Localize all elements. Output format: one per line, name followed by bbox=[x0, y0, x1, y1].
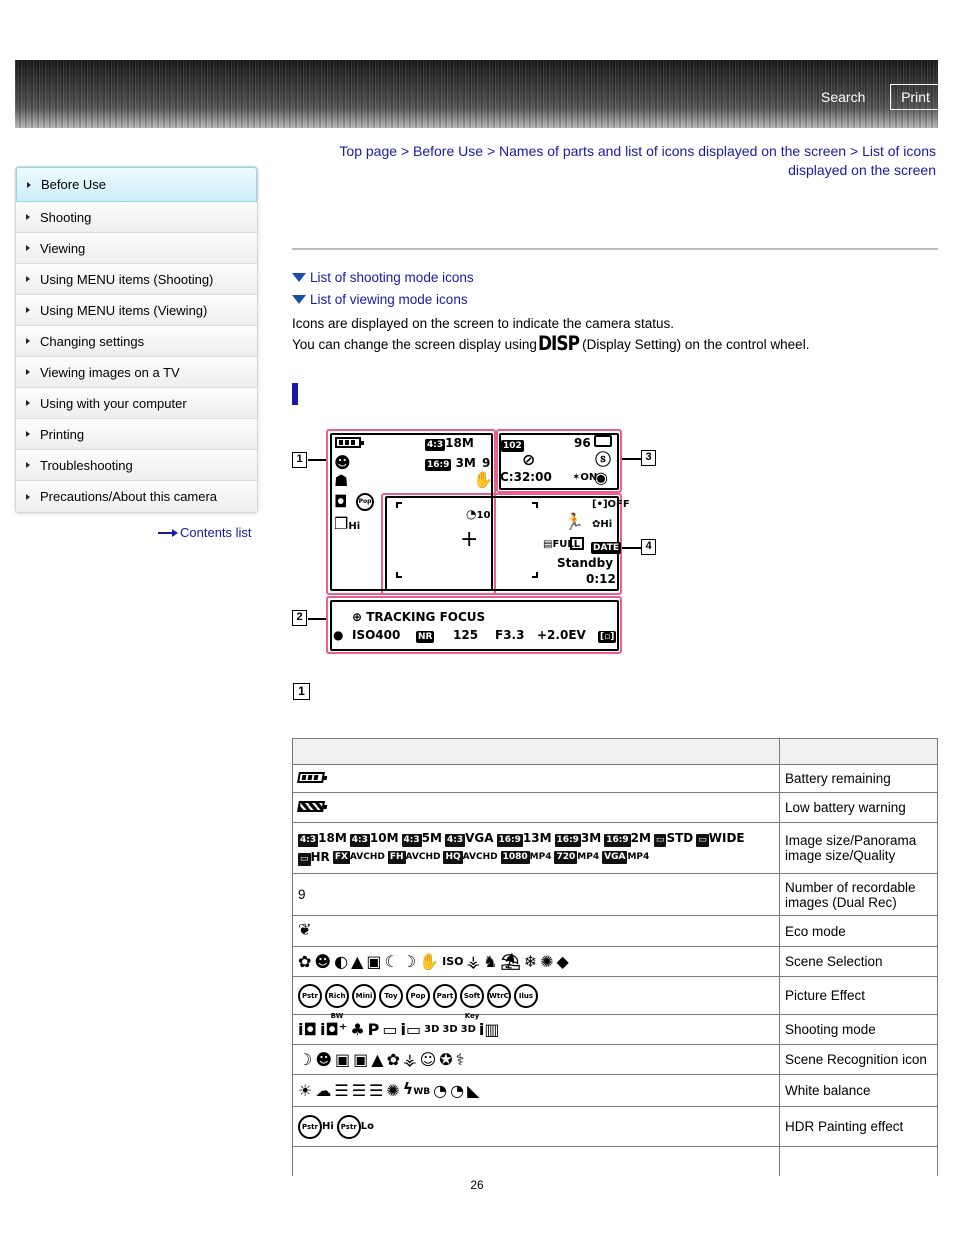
elapsed-time: 0:12 bbox=[586, 572, 616, 586]
table-cell-icon bbox=[293, 1015, 780, 1045]
triangle-right-icon bbox=[26, 338, 30, 344]
contents-list-link[interactable] bbox=[158, 525, 252, 540]
hdr-level-text: Hi bbox=[322, 1120, 334, 1132]
table-cell-icon bbox=[293, 765, 780, 793]
aspect-icon: 16:9 bbox=[556, 834, 579, 845]
effect-illustration-icon: Ilus bbox=[514, 984, 538, 1008]
effect-watercolor-icon: WtrC bbox=[487, 984, 511, 1008]
section-number: 1 bbox=[293, 683, 310, 700]
recog-night-portrait-icon: ☻ bbox=[315, 1049, 333, 1069]
callout-leader bbox=[308, 618, 328, 620]
sidebar-item-menu-shooting[interactable] bbox=[16, 264, 257, 295]
aspect-icon: 4:3 bbox=[351, 834, 368, 845]
iso-value: ISO400 bbox=[352, 628, 401, 642]
table-cell-desc: Battery remaining bbox=[780, 765, 938, 793]
image-size-text: 18M bbox=[445, 436, 474, 450]
aspect-icon: 16:9 bbox=[606, 834, 629, 845]
hdr-lo-icon bbox=[337, 1115, 374, 1139]
effect-toy-camera-icon: Toy bbox=[379, 984, 403, 1008]
divider bbox=[292, 248, 938, 250]
tracking-text: TRACKING FOCUS bbox=[366, 610, 486, 624]
callout-leader bbox=[620, 458, 641, 460]
table-row bbox=[293, 1015, 938, 1045]
wb-fluorescent-3-icon: ☰ bbox=[369, 1080, 384, 1100]
wb-fluorescent-1-icon: ☰ bbox=[334, 1080, 349, 1100]
recording-time: C:32:00 bbox=[500, 470, 552, 484]
recordable-count: 9 bbox=[482, 456, 491, 470]
callout-leader bbox=[620, 547, 641, 549]
panorama-icon: ▭ bbox=[698, 834, 707, 845]
folder-indicator bbox=[501, 437, 524, 452]
scene-selection-icons bbox=[298, 953, 774, 971]
metering-icon: ◘ bbox=[334, 492, 348, 511]
af-mode-icon bbox=[570, 537, 584, 550]
table-cell-icon bbox=[293, 1075, 780, 1107]
effect-partial-color-icon: Part bbox=[433, 984, 457, 1008]
hdr-circle-icon: Pstr bbox=[337, 1115, 361, 1139]
icon-table bbox=[292, 738, 938, 1187]
format-text: AVCHD bbox=[462, 852, 498, 862]
table-row bbox=[293, 823, 938, 874]
table-row bbox=[293, 977, 938, 1015]
table-header-row bbox=[293, 739, 938, 765]
triangle-right-icon bbox=[26, 400, 30, 406]
low-battery-icon bbox=[297, 801, 325, 812]
scene-backlight-icon: ◐ bbox=[334, 951, 349, 971]
remaining-count: 96 bbox=[574, 436, 591, 450]
scene-recognition-icons bbox=[298, 1051, 774, 1069]
crosshair-icon: + bbox=[460, 527, 479, 552]
wb-flash-icon: ϟWB bbox=[402, 1079, 431, 1098]
table-row bbox=[293, 1107, 938, 1147]
table-header-meaning bbox=[780, 739, 938, 765]
anchor-label: List of viewing mode icons bbox=[310, 292, 468, 307]
self-timer-icon: ◔10 bbox=[466, 507, 491, 521]
triangle-right-icon bbox=[26, 462, 30, 468]
page-number: 26 bbox=[470, 1178, 484, 1192]
flash-off-icon: ⓢ bbox=[595, 450, 612, 469]
callout-4: 4 bbox=[641, 539, 656, 555]
folder-icon: 102 bbox=[503, 441, 522, 451]
on-text: ON bbox=[580, 472, 598, 483]
wb-underwater-icon: ◣ bbox=[467, 1080, 480, 1100]
white-balance-icons bbox=[298, 1080, 774, 1101]
af-frame-corner bbox=[396, 502, 402, 508]
table-row bbox=[293, 916, 938, 947]
arrow-right-icon bbox=[158, 529, 178, 537]
recog-night-icon: ☽ bbox=[298, 1049, 313, 1069]
triangle-down-icon bbox=[292, 273, 306, 282]
table-cell-desc: Scene Recognition icon bbox=[780, 1045, 938, 1075]
memory-card-icon bbox=[594, 435, 612, 447]
af-frame-corner bbox=[396, 572, 402, 578]
breadcrumb-separator: > bbox=[400, 143, 410, 159]
panorama-icon: ▭ bbox=[300, 853, 309, 864]
image-size-icons bbox=[298, 831, 774, 866]
mode-superior-auto-icon: i◘⁺ bbox=[319, 1019, 348, 1039]
breadcrumb-separator: > bbox=[849, 143, 859, 159]
hdr-circle-icon: Pstr bbox=[298, 1115, 322, 1139]
dro-full-icon: ▤FULL bbox=[543, 539, 581, 550]
hi-text: Hi bbox=[600, 519, 613, 530]
table-cell-icon bbox=[293, 916, 780, 947]
steadyshot-icon: ✋ bbox=[473, 470, 493, 489]
sidebar-item-label: Viewing bbox=[40, 240, 86, 256]
table-header-icon bbox=[293, 739, 780, 765]
table-row bbox=[293, 765, 938, 793]
nr-text: NR bbox=[418, 632, 433, 642]
quality-icon: FH bbox=[389, 852, 404, 862]
format-text: MP4 bbox=[577, 852, 600, 862]
table-cell-desc: Eco mode bbox=[780, 916, 938, 947]
intro-text: (Display Setting) on the control wheel. bbox=[582, 337, 810, 352]
mode-program-icon: P bbox=[367, 1019, 380, 1039]
format-text: AVCHD bbox=[349, 852, 385, 862]
scene-beach-icon: ⛱ bbox=[500, 951, 521, 971]
table-cell-desc: HDR Painting effect bbox=[780, 1107, 938, 1147]
table-cell-icon bbox=[293, 823, 780, 874]
anchor-shooting-icons[interactable] bbox=[292, 270, 474, 285]
scene-soft-skin-icon: ✿ bbox=[298, 951, 312, 971]
breadcrumb bbox=[300, 142, 936, 180]
section-heading-bar bbox=[292, 383, 298, 405]
wb-custom-1-icon: ◔ bbox=[433, 1080, 448, 1100]
effect-pop-color-icon: Pop bbox=[406, 984, 430, 1008]
dual-rec-size-indicator bbox=[425, 456, 476, 471]
table-cell-desc: Picture Effect bbox=[780, 977, 938, 1015]
mode-intelligent-auto-icon: i◘ bbox=[298, 1019, 317, 1039]
scene-snow-icon: ❄ bbox=[523, 951, 538, 971]
aspect-icon: 16:9 bbox=[498, 834, 521, 845]
size-text: 5M bbox=[421, 830, 442, 845]
wb-text: WB bbox=[413, 1087, 431, 1097]
sidebar-item-label: Changing settings bbox=[40, 333, 145, 349]
triangle-right-icon bbox=[26, 431, 30, 437]
face-detection-on-icon: ✶ON bbox=[572, 472, 598, 483]
site-header bbox=[15, 60, 938, 128]
quality-icon: 1080 bbox=[502, 852, 528, 862]
table-cell-icon bbox=[293, 1107, 780, 1147]
scene-twilight-icon: ▣ bbox=[366, 951, 382, 971]
af-frame-corner bbox=[532, 572, 538, 578]
quality-icon: FX bbox=[334, 852, 348, 862]
date-stamp-icon bbox=[591, 539, 621, 554]
sidebar-item-label: Viewing images on a TV bbox=[40, 364, 180, 380]
table-cell-desc: White balance bbox=[780, 1075, 938, 1107]
sidebar-item-precautions[interactable] bbox=[16, 481, 257, 512]
recog-backlight-icon: ▣ bbox=[335, 1049, 351, 1069]
aspect-169-icon: 16:9 bbox=[427, 460, 450, 470]
scene-handheld-icon: ✋ bbox=[419, 951, 440, 971]
triangle-right-icon bbox=[26, 245, 30, 251]
aspect-icon: 4:3 bbox=[300, 834, 317, 845]
metering-mode-icon: [▫] bbox=[600, 632, 615, 642]
sidebar-item-label: Shooting bbox=[40, 209, 92, 225]
off-text: OFF bbox=[607, 499, 630, 510]
format-text: MP4 bbox=[627, 852, 650, 862]
anchor-label: List of shooting mode icons bbox=[310, 270, 474, 285]
recog-landscape-icon: ▲ bbox=[371, 1049, 384, 1069]
mode-panorama-icon: i▭ bbox=[400, 1019, 422, 1039]
breadcrumb-list-of-icons[interactable]: List of icons displayed on the screen bbox=[788, 143, 936, 178]
sidebar-item-label: Using with your computer bbox=[40, 395, 187, 411]
size-text: 10M bbox=[369, 830, 399, 845]
callout-2: 2 bbox=[292, 610, 307, 626]
callout-1: 1 bbox=[292, 452, 307, 468]
effect-soft-high-key-icon: Soft Key bbox=[460, 984, 484, 1008]
effect-rich-bw-icon: Rich BW bbox=[325, 984, 349, 1008]
contents-list-label: Contents list bbox=[180, 525, 252, 540]
table-row bbox=[293, 947, 938, 977]
mode-bg-defocus-icon: ♣ bbox=[350, 1019, 365, 1039]
sidebar-item-shooting[interactable] bbox=[16, 202, 257, 233]
wb-cloudy-icon: ☁ bbox=[315, 1080, 332, 1100]
size-text: 18M bbox=[318, 830, 347, 845]
scene-underwater-icon: ◆ bbox=[556, 951, 569, 971]
sidebar-item-viewing-tv[interactable] bbox=[16, 357, 257, 388]
wb-fluorescent-2-icon: ☰ bbox=[351, 1080, 367, 1100]
scene-high-sensitivity-icon: ISO bbox=[442, 954, 464, 968]
triangle-right-icon bbox=[26, 276, 30, 282]
sidebar-item-computer[interactable] bbox=[16, 388, 257, 419]
sidebar-item-label: Using MENU items (Shooting) bbox=[40, 271, 214, 287]
aspect-icon: 4:3 bbox=[403, 834, 420, 845]
screen-icon-diagram bbox=[290, 427, 660, 659]
triangle-right-icon bbox=[26, 307, 30, 313]
search-link[interactable]: Search bbox=[821, 89, 866, 105]
hi-text: Hi bbox=[348, 521, 361, 532]
recog-gourmet-icon: ⚶ bbox=[403, 1049, 417, 1069]
sidebar-item-changing-settings[interactable] bbox=[16, 326, 257, 357]
aspect-43-icon: 4:3 bbox=[427, 440, 444, 450]
battery-icon bbox=[335, 437, 361, 451]
scene-pet-icon: ♞ bbox=[483, 951, 498, 971]
table-cell-desc: Image size/Panorama image size/Quality bbox=[780, 823, 938, 874]
intro-line-2 bbox=[292, 334, 809, 354]
no-record-icon: ⊘ bbox=[522, 450, 536, 469]
mode-3d-icon: 3D bbox=[424, 1023, 440, 1035]
aspect-icon: 4:3 bbox=[446, 834, 464, 845]
disp-icon: DISP bbox=[537, 332, 580, 356]
table-row bbox=[293, 793, 938, 823]
table-cell-icon bbox=[293, 1045, 780, 1075]
sidebar-nav bbox=[15, 166, 258, 513]
picture-effect-pop-icon: Pop bbox=[356, 493, 374, 511]
callout-3: 3 bbox=[641, 450, 656, 466]
table-row bbox=[293, 874, 938, 916]
battery-icon bbox=[297, 772, 325, 783]
picture-effect-icons bbox=[298, 984, 774, 1020]
mode-movie-frame-icon: i▥ bbox=[478, 1019, 500, 1039]
size-text: STD bbox=[666, 830, 694, 845]
quality-icon: VGA bbox=[604, 852, 626, 862]
table-cell-desc: Shooting mode bbox=[780, 1015, 938, 1045]
quality-icon: HQ bbox=[445, 852, 461, 862]
triangle-down-icon bbox=[292, 295, 306, 304]
recog-motion-icon: ⚕ bbox=[455, 1049, 465, 1069]
table-cell-icon bbox=[293, 977, 780, 1020]
hdr-level-text: Lo bbox=[360, 1120, 375, 1132]
table-cell-desc: Low battery warning bbox=[780, 793, 938, 823]
smile-shutter-off-icon: [•]OFF bbox=[592, 499, 630, 510]
eco-icon: ❦ bbox=[298, 922, 312, 939]
aperture-value: F3.3 bbox=[495, 628, 525, 642]
landscape-icon: ☗ bbox=[334, 471, 349, 490]
nr-indicator bbox=[416, 628, 434, 643]
hdr-hi-icon bbox=[298, 1115, 334, 1139]
size-text: WIDE bbox=[708, 830, 745, 845]
sidebar-item-label: Using MENU items (Viewing) bbox=[40, 302, 208, 318]
shooting-mode-icons bbox=[298, 1021, 774, 1039]
callout-leader bbox=[308, 459, 328, 461]
intro-line-1: Icons are displayed on the screen to indicate the camera status. bbox=[292, 316, 674, 331]
table-row bbox=[293, 1045, 938, 1075]
screen-bottom-outline bbox=[330, 600, 619, 651]
format-text: MP4 bbox=[529, 852, 552, 862]
size-text: 2M bbox=[630, 830, 651, 845]
table-row bbox=[293, 1075, 938, 1107]
effect-posterization-icon: Pstr bbox=[298, 984, 322, 1008]
scene-landscape-icon: ▲ bbox=[351, 951, 364, 971]
hi-sensitivity-icon: ✿Hi bbox=[592, 519, 613, 530]
anchor-viewing-icons[interactable] bbox=[292, 292, 468, 307]
full-text: FULL bbox=[552, 539, 581, 550]
mode-3d-icon: 3D bbox=[442, 1023, 458, 1035]
sidebar-item-label: Troubleshooting bbox=[40, 457, 133, 473]
size-text: 3M bbox=[580, 830, 602, 845]
sidebar-item-label: Precautions/About this camera bbox=[40, 489, 218, 504]
table-cell-desc: Number of recordable images (Dual Rec) bbox=[780, 874, 938, 916]
breadcrumb-before-use[interactable]: Before Use bbox=[413, 143, 484, 159]
intro-text: You can change the screen display using bbox=[292, 337, 537, 352]
motion-icon: 🏃 bbox=[564, 512, 584, 531]
wb-incandescent-icon: ✺ bbox=[386, 1080, 400, 1100]
sidebar-item-troubleshooting[interactable] bbox=[16, 450, 257, 481]
tracking-focus-indicator: ⊕ TRACKING FOCUS bbox=[352, 610, 486, 624]
breadcrumb-separator: > bbox=[486, 143, 496, 159]
size-text: HR bbox=[310, 849, 330, 864]
table-cell-icon bbox=[293, 793, 780, 823]
size-3m-text: 3M bbox=[455, 456, 476, 470]
size-text: VGA bbox=[465, 830, 494, 845]
sidebar-item-menu-viewing[interactable] bbox=[16, 295, 257, 326]
recog-baby-icon: ☺ bbox=[419, 1049, 437, 1069]
effect-miniature-icon: Mini bbox=[352, 984, 376, 1008]
shutter-speed: 125 bbox=[453, 628, 479, 642]
breadcrumb-top[interactable]: Top page bbox=[339, 143, 398, 159]
panorama-icon: ▭ bbox=[655, 834, 665, 845]
sidebar-item-printing[interactable] bbox=[16, 419, 257, 450]
wb-daylight-icon: ☀ bbox=[298, 1080, 313, 1100]
triangle-right-icon bbox=[27, 182, 31, 188]
recog-portrait-icon: ✪ bbox=[439, 1049, 453, 1069]
sidebar-item-label: Before Use bbox=[41, 177, 107, 192]
self-timer-text: 10 bbox=[476, 510, 491, 521]
table-cell-desc: Scene Selection bbox=[780, 947, 938, 977]
image-size-indicator bbox=[425, 436, 474, 451]
sidebar-item-label: Printing bbox=[40, 426, 85, 442]
eye-icon: ◉ bbox=[594, 468, 608, 487]
standby-text: Standby bbox=[557, 556, 614, 570]
table-cell-icon: 9 bbox=[293, 874, 780, 916]
triangle-right-icon bbox=[26, 214, 30, 220]
recog-backlight-portrait-icon: ▣ bbox=[353, 1049, 369, 1069]
scene-night-icon: ☽ bbox=[401, 951, 417, 971]
print-button[interactable]: Print bbox=[890, 84, 941, 110]
scene-portrait-icon: ☻ bbox=[314, 951, 332, 971]
triangle-right-icon bbox=[26, 494, 30, 500]
af-frame-corner bbox=[532, 502, 538, 508]
size-text: 13M bbox=[522, 830, 552, 845]
mode-3d-icon: 3D bbox=[460, 1023, 476, 1035]
sidebar-item-before-use[interactable] bbox=[16, 167, 257, 202]
wb-custom-2-icon: ◔ bbox=[450, 1080, 465, 1100]
hdr-painting-icons bbox=[298, 1115, 774, 1139]
scene-gourmet-icon: ⚶ bbox=[466, 951, 481, 971]
burst-hi-icon: ❐Hi bbox=[334, 514, 361, 533]
scene-fireworks-icon: ✺ bbox=[540, 951, 554, 971]
mode-movie-icon: ▭ bbox=[382, 1019, 398, 1039]
date-text: DATE bbox=[593, 543, 620, 553]
record-dot-icon: ● bbox=[333, 628, 344, 642]
breadcrumb-names-of-parts[interactable]: Names of parts and list of icons displayed on the screen bbox=[499, 143, 847, 159]
portrait-scene-icon: ☻ bbox=[334, 453, 351, 472]
table-cell-icon bbox=[293, 947, 780, 977]
format-text: AVCHD bbox=[405, 852, 441, 862]
scene-night-portrait-icon: ☾ bbox=[384, 951, 399, 971]
exposure-value: +2.0EV bbox=[537, 628, 586, 642]
quality-icon: 720 bbox=[556, 852, 576, 862]
recog-macro-icon: ✿ bbox=[386, 1049, 400, 1069]
triangle-right-icon bbox=[26, 369, 30, 375]
sidebar-item-viewing[interactable] bbox=[16, 233, 257, 264]
